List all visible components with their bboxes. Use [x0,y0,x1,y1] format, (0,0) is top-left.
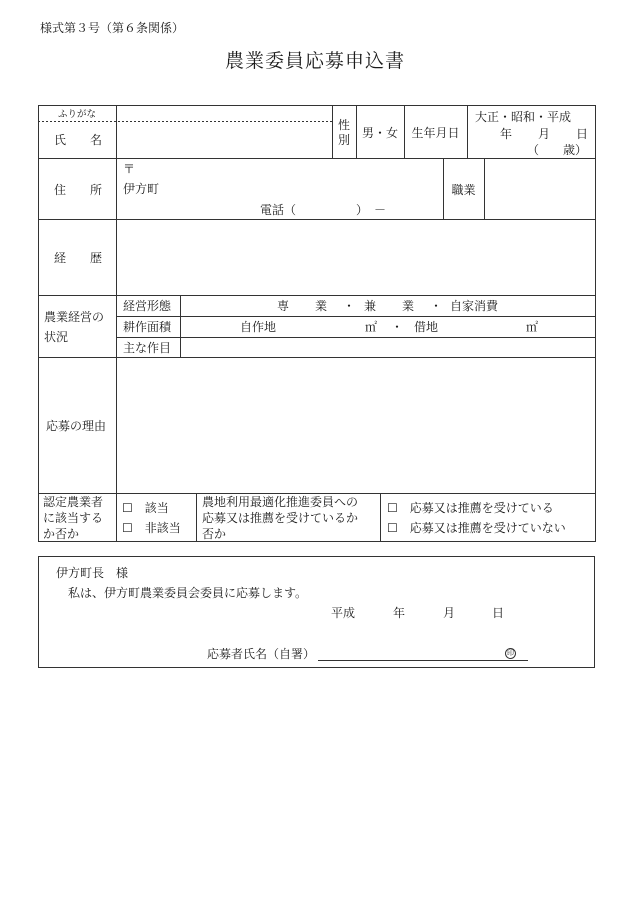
era-options[interactable]: 大正・昭和・平成 [475,110,572,124]
signature-field[interactable] [318,646,528,661]
own-land-unit: ㎡ [365,320,378,334]
date-day-unit: 日 [492,606,505,620]
leased-land-unit: ㎡ [526,320,539,334]
birth-day-unit: 日 [576,127,589,141]
reason-field[interactable] [117,358,595,493]
recommend-label-1: 農地利用最適化推進委員への [202,495,359,509]
address-town: 伊方町 [123,182,160,196]
address-label-1: 住 [54,183,67,197]
type-self-consumption[interactable]: 自家消費 [450,299,499,313]
type-full-time-1[interactable]: 専 [277,299,290,313]
history-field[interactable] [117,220,595,295]
age-close: 歳） [563,143,588,157]
birth-year-unit: 年 [500,127,513,141]
certified-label-3: か否か [43,527,80,541]
postal-mark: 〒 [123,162,136,176]
address-label-2: 所 [90,183,103,197]
cultivated-area-label: 耕作面積 [123,320,172,334]
birth-month-unit: 月 [538,127,551,141]
main-crops-label: 主な作目 [123,341,172,355]
main-crops-field[interactable] [181,338,595,357]
recommended-yes-checkbox[interactable]: ☐ 応募又は推薦を受けている [387,501,554,515]
birthdate-label: 生年月日 [411,126,460,140]
gender-options[interactable]: 男・女 [361,126,398,140]
type-separator-1: ・ [343,299,356,313]
name-label-2: 名 [90,133,103,147]
history-label-2: 歴 [90,251,103,265]
age-open: （ [527,143,540,157]
type-separator-2: ・ [430,299,443,313]
furigana-field[interactable] [117,106,332,121]
gender-label-1: 性 [338,118,351,132]
name-label-1: 氏 [54,133,67,147]
certified-yes-checkbox[interactable]: ☐ 該当 [122,501,169,515]
occupation-label: 職業 [451,183,476,197]
history-label-1: 経 [54,251,67,265]
phone-field[interactable]: 電話（ ） － [260,203,387,217]
type-part-time-2[interactable]: 業 [402,299,415,313]
type-part-time-1[interactable]: 兼 [364,299,377,313]
seal-character: 印 [507,649,514,657]
date-year-unit: 年 [393,606,406,620]
certified-no-checkbox[interactable]: ☐ 非該当 [122,521,181,535]
certified-label-2: に該当する [43,511,104,525]
farm-status-label-1: 農業経営の [44,310,105,324]
signature-label: 応募者氏名（自署） [207,647,316,661]
name-field[interactable] [117,122,332,158]
leased-land-label: 借地 [414,320,439,334]
certified-label-1: 認定農業者 [43,495,104,509]
recommended-no-checkbox[interactable]: ☐ 応募又は推薦を受けていない [387,521,566,535]
date-era: 平成 [331,606,356,620]
occupation-field[interactable] [485,159,595,219]
form-number: 様式第３号（第６条関係） [40,21,185,35]
reason-label: 応募の理由 [46,419,107,433]
gender-label-2: 別 [338,133,351,147]
management-type-label: 経営形態 [123,299,172,313]
addressee: 伊方町長 様 [56,566,129,580]
recommend-label-3: 否か [202,527,227,541]
declaration-statement: 私は、伊方町農業委員会委員に応募します。 [68,586,308,600]
page-title: 農業委員応募申込書 [224,50,405,72]
own-land-label: 自作地 [240,320,277,334]
date-month-unit: 月 [443,606,456,620]
farm-status-label-2: 状況 [44,330,69,344]
seal-mark [505,648,516,659]
area-separator: ・ [391,320,404,334]
furigana-label: ふりがな [57,109,96,120]
recommend-label-2: 応募又は推薦を受けているか [202,511,359,525]
type-full-time-2[interactable]: 業 [315,299,328,313]
